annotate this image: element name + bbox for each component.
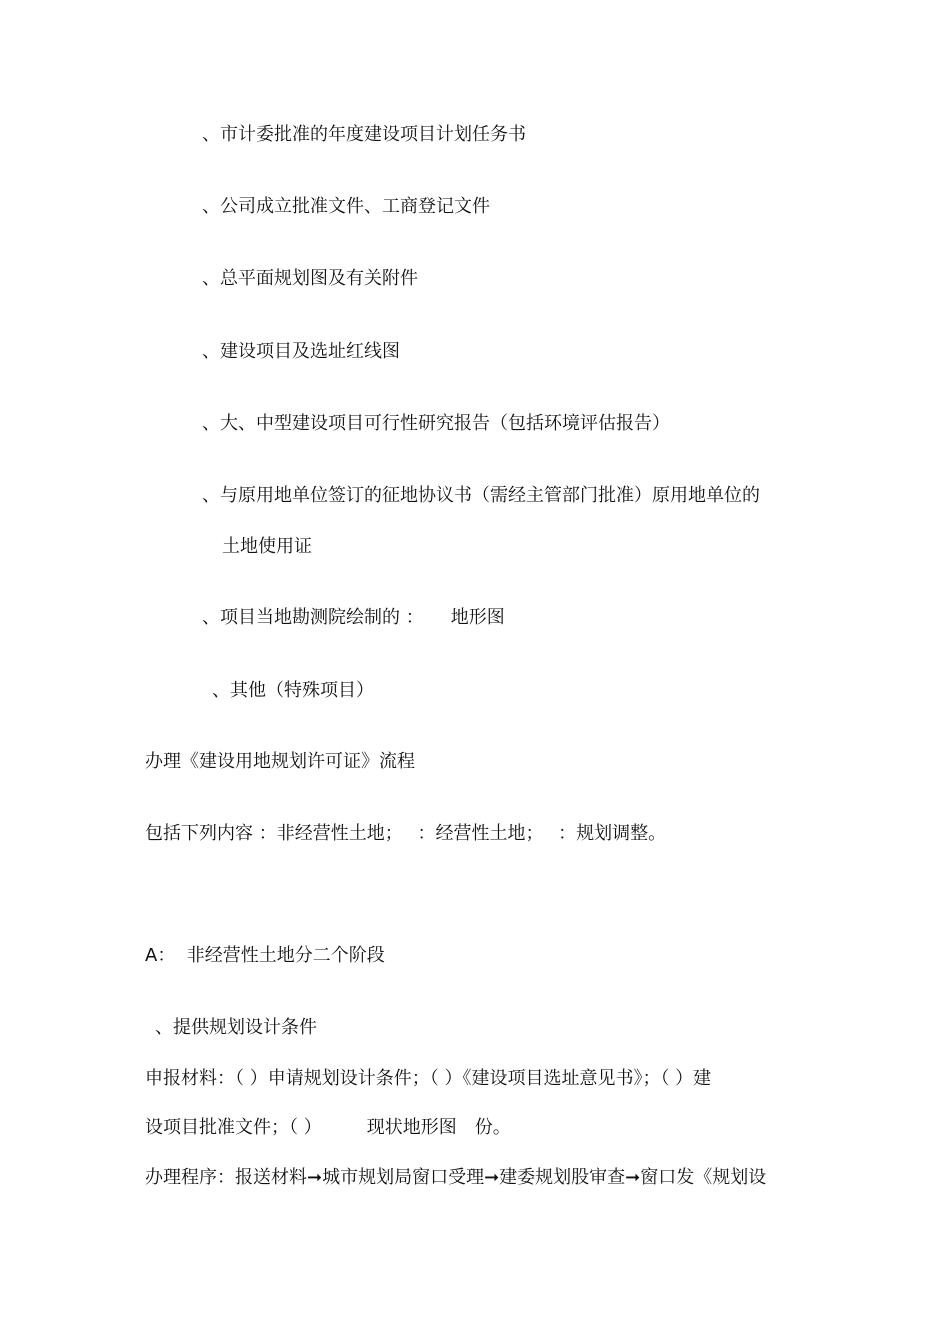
list-item-continuation: 土地使用证 <box>222 536 312 557</box>
list-item: 、总平面规划图及有关附件 <box>202 268 418 289</box>
list-item: 、建设项目及选址红线图 <box>202 341 400 362</box>
list-item: 、市计委批准的年度建设项目计划任务书 <box>202 124 526 145</box>
section-title: 办理《建设用地规划许可证》流程 <box>145 751 415 772</box>
part-a-heading: A： 非经营性土地分二个阶段 <box>145 945 385 966</box>
list-item: 、其他（特殊项目） <box>212 680 374 701</box>
list-item: 、与原用地单位签订的征地协议书（需经主管部门批准）原用地单位的 <box>202 485 760 506</box>
list-item: 、公司成立批准文件、工商登记文件 <box>202 196 490 217</box>
materials-line: 申报材料：（ ）申请规划设计条件；（ ）《建设项目选址意见书》；（ ）建 <box>145 1068 712 1089</box>
procedure-line: 办理程序：报送材料➞城市规划局窗口受理➞建委规划股审查➞窗口发《规划设 <box>145 1167 767 1188</box>
list-item: 、项目当地勘测院绘制的 ： 地形图 <box>202 607 505 628</box>
materials-line: 设项目批准文件；（ ） 现状地形图 份。 <box>145 1117 511 1138</box>
section-includes: 包括下列内容 ：非经营性土地； ：经营性土地； ：规划调整。 <box>145 823 667 844</box>
step-title: 、提供规划设计条件 <box>155 1017 317 1038</box>
list-item: 、大、中型建设项目可行性研究报告（包括环境评估报告） <box>202 413 670 434</box>
